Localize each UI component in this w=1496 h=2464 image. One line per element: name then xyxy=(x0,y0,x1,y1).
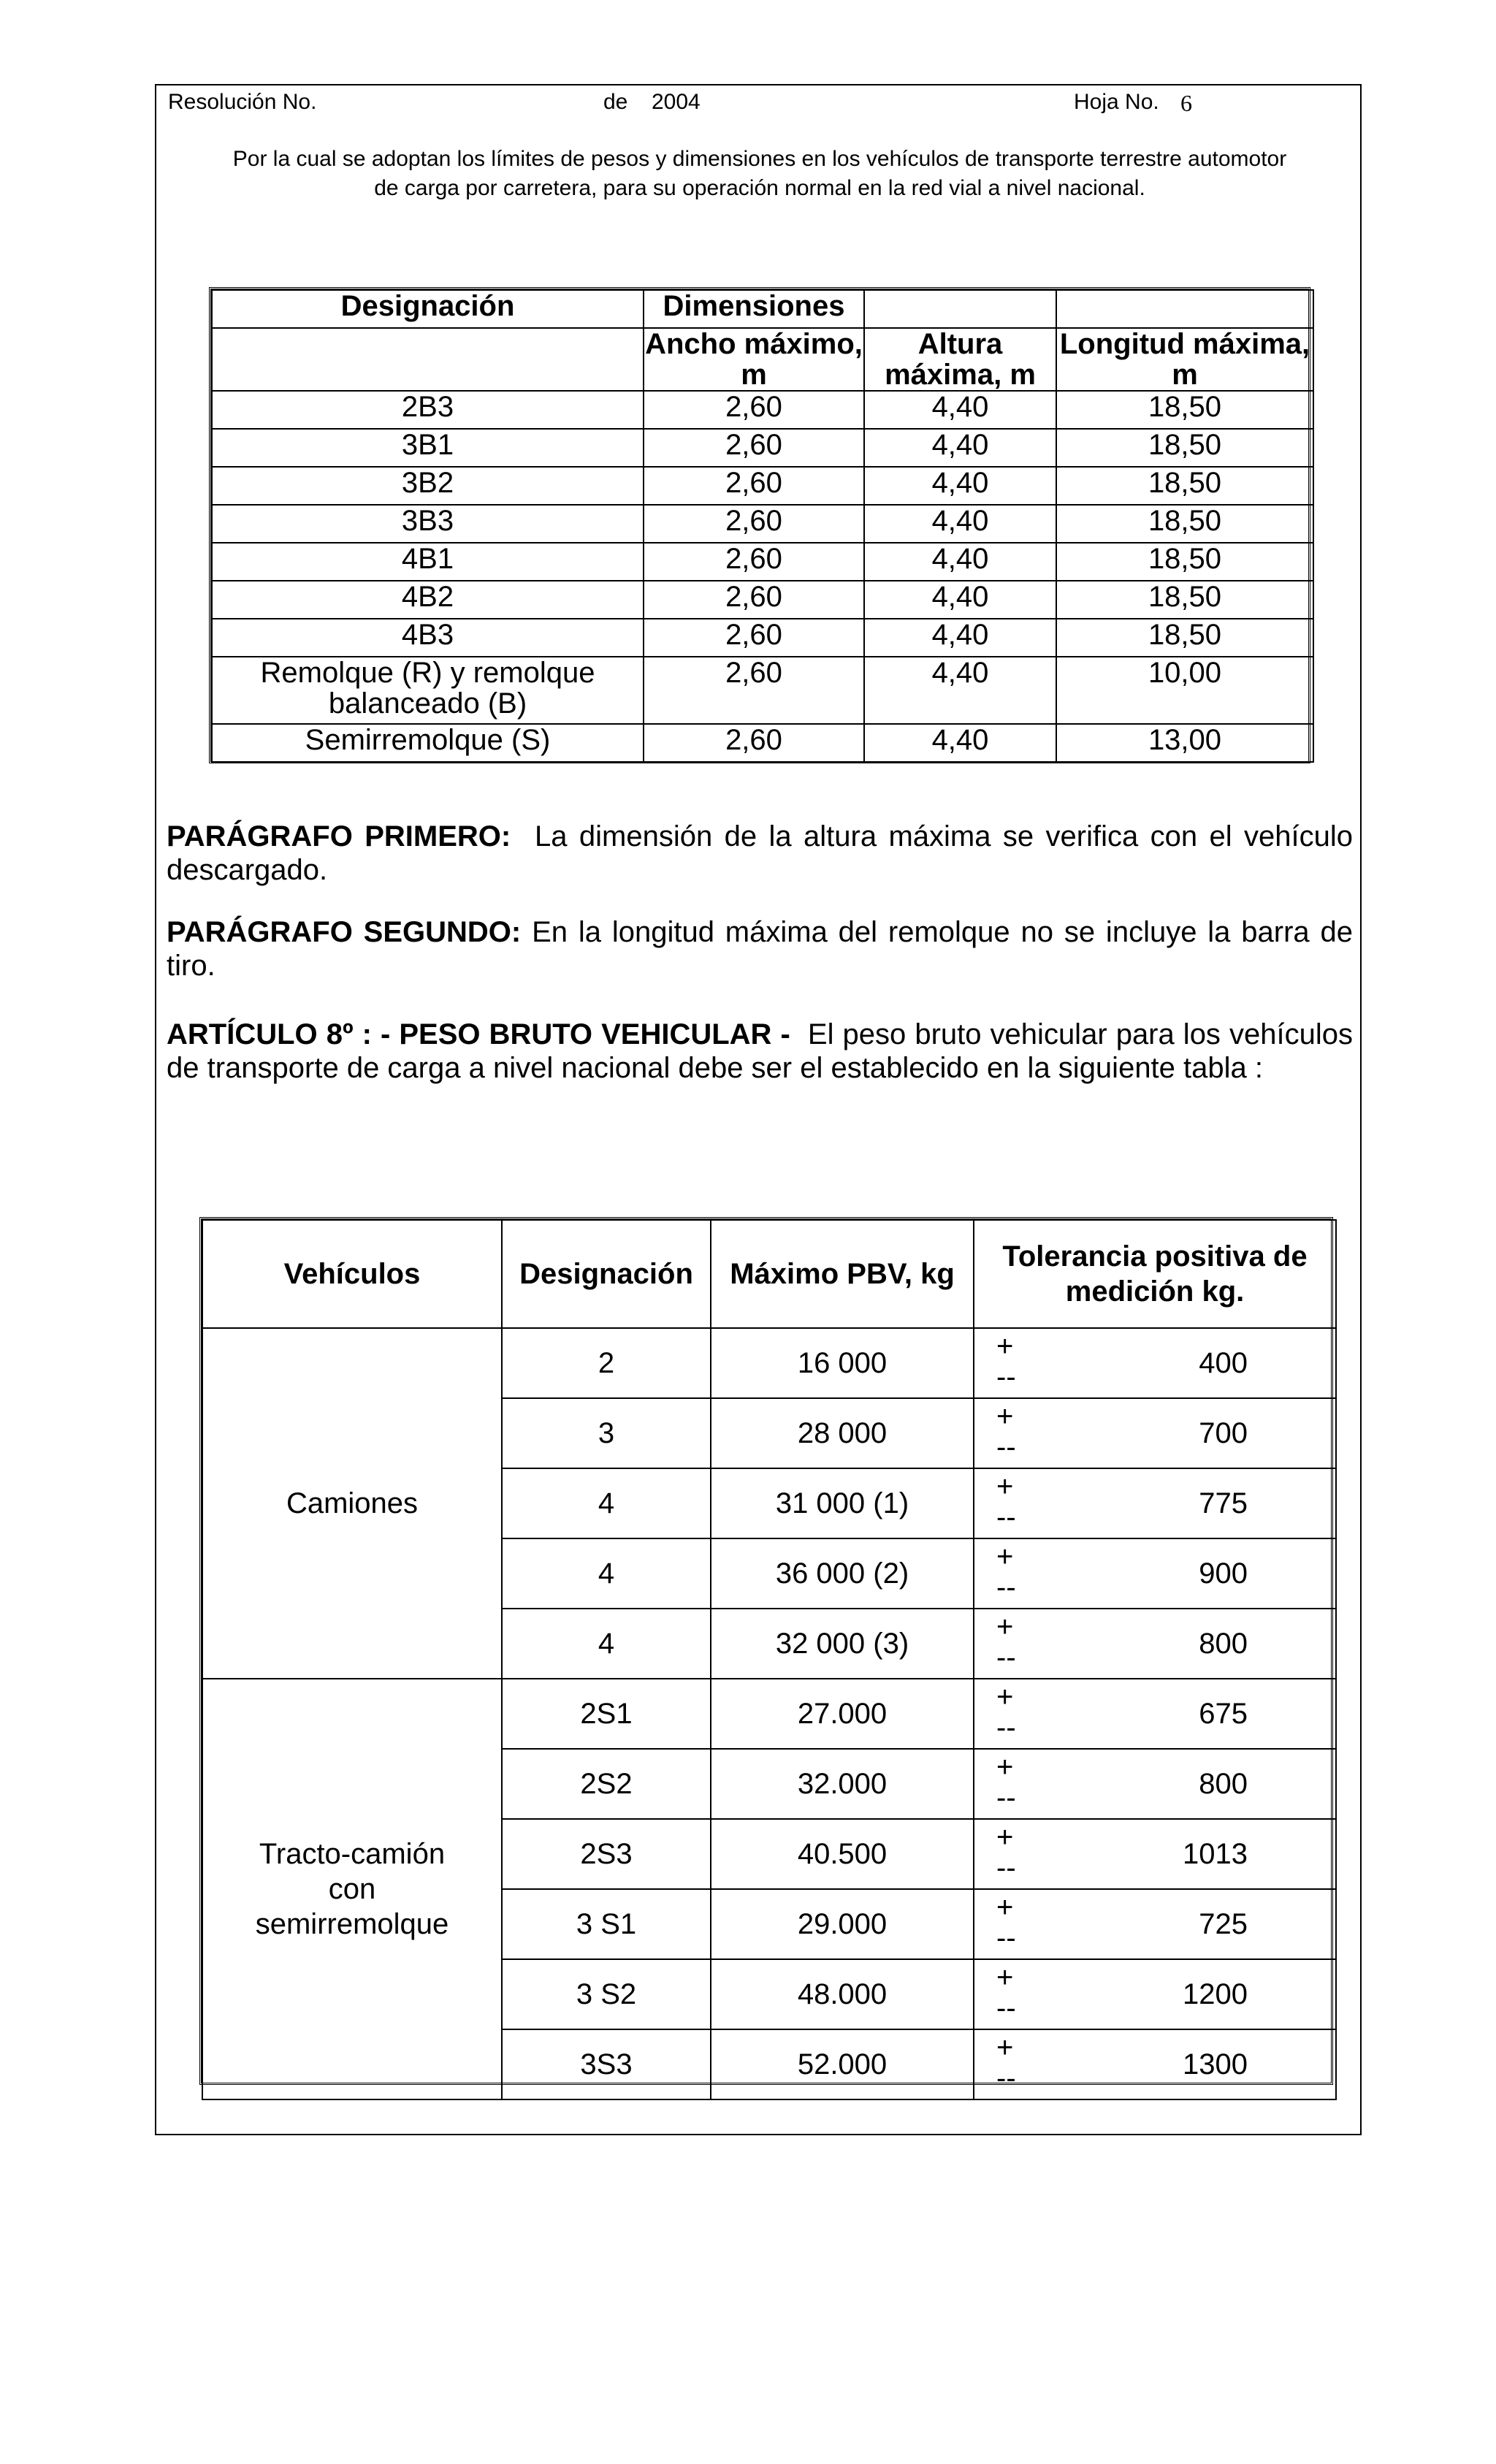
cell-altura: 4,40 xyxy=(864,619,1056,657)
header-tolerancia: Tolerancia positiva de medición kg. xyxy=(974,1220,1336,1328)
cell-designacion: 3B3 xyxy=(212,505,644,543)
minus-sign: -- xyxy=(996,1641,1016,1674)
cell-maximo: 32.000 xyxy=(711,1749,974,1819)
table-row xyxy=(212,467,1313,505)
cell-tolerancia xyxy=(974,1679,1336,1749)
header-maximo-pbv: Máximo PBV, kg xyxy=(711,1220,974,1328)
cell-designacion: 3B2 xyxy=(212,467,644,505)
plus-sign: + xyxy=(996,1541,1014,1573)
tolerance-box xyxy=(974,1750,1335,1818)
tolerance-box xyxy=(974,1890,1335,1958)
cell-altura: 4,40 xyxy=(864,724,1056,762)
cell-tolerancia xyxy=(974,1819,1336,1889)
cell-designacion: 3S3 xyxy=(502,2029,711,2099)
cell-designacion: 2S2 xyxy=(502,1749,711,1819)
tolerance-box xyxy=(974,2030,1335,2099)
articulo-8-title: ARTÍCULO 8º : - PESO BRUTO VEHICULAR - xyxy=(167,1018,790,1050)
cell-designacion: 4 xyxy=(502,1609,711,1679)
table-row xyxy=(212,391,1313,429)
tolerance-value: 800 xyxy=(1199,1768,1248,1800)
cell-designacion: Semirremolque (S) xyxy=(212,724,644,762)
plus-sign: + xyxy=(996,1821,1014,1853)
minus-sign: -- xyxy=(996,1922,1016,1954)
minus-sign: -- xyxy=(996,1852,1016,1884)
articulo-8-text: El peso bruto vehicular para los vehículos de transporte de carga a nivel nacional debe ser el establecido en la siguiente tabla : xyxy=(167,1018,1353,1084)
hoja-label: Hoja No. xyxy=(1074,90,1159,114)
table-row xyxy=(212,619,1313,657)
paragrafo-primero-text: La dimensión de la altura máxima se verifica con el vehículo descargado. xyxy=(167,820,1353,886)
cell-designacion: 4 xyxy=(502,1538,711,1609)
tolerance-value: 800 xyxy=(1199,1628,1248,1660)
cell-altura: 4,40 xyxy=(864,391,1056,429)
cell-longitud: 18,50 xyxy=(1056,581,1313,619)
cell-tolerancia xyxy=(974,2029,1336,2099)
cell-longitud: 18,50 xyxy=(1056,505,1313,543)
cell-tolerancia xyxy=(974,1959,1336,2029)
cell-ancho: 2,60 xyxy=(644,724,864,762)
cell-maximo: 31 000 (1) xyxy=(711,1468,974,1538)
minus-sign: -- xyxy=(996,1501,1016,1533)
minus-sign: -- xyxy=(996,1712,1016,1744)
cell-altura: 4,40 xyxy=(864,467,1056,505)
tolerance-value: 725 xyxy=(1199,1908,1248,1940)
tolerance-value: 1200 xyxy=(1183,1978,1248,2010)
header-ancho: Ancho máximo, m xyxy=(644,328,864,391)
plus-sign: + xyxy=(996,2032,1014,2064)
cell-maximo: 16 000 xyxy=(711,1328,974,1398)
header-altura: Altura máxima, m xyxy=(864,328,1056,391)
cell-designacion: 3 xyxy=(502,1398,711,1468)
table-row xyxy=(212,581,1313,619)
header-vehiculos: Vehículos xyxy=(202,1220,502,1328)
cell-ancho: 2,60 xyxy=(644,391,864,429)
paragrafo-segundo-text: En la longitud máxima del remolque no se incluye la barra de tiro. xyxy=(167,916,1353,982)
plus-sign: + xyxy=(996,1681,1014,1713)
table-row xyxy=(212,724,1313,762)
cell-maximo: 28 000 xyxy=(711,1398,974,1468)
year: 2004 xyxy=(652,90,701,114)
tolerance-box xyxy=(974,1820,1335,1888)
paragrafo-primero-title: PARÁGRAFO PRIMERO: xyxy=(167,820,511,853)
cell-designacion: 2B3 xyxy=(212,391,644,429)
plus-sign: + xyxy=(996,1471,1014,1503)
minus-sign: -- xyxy=(996,1361,1016,1393)
cell-maximo: 48.000 xyxy=(711,1959,974,2029)
cell-ancho: 2,60 xyxy=(644,543,864,581)
plus-sign: + xyxy=(996,1751,1014,1783)
subtitle-line-2: de carga por carretera, para su operación normal en la red vial a nivel nacional. xyxy=(374,176,1145,200)
tolerance-value: 675 xyxy=(1199,1698,1248,1730)
hoja-number: 6 xyxy=(1180,90,1192,116)
cell-designacion: 4B1 xyxy=(212,543,644,581)
paragrafo-segundo-title: PARÁGRAFO SEGUNDO: xyxy=(167,916,522,948)
tolerance-value: 775 xyxy=(1199,1487,1248,1519)
plus-sign: + xyxy=(996,1891,1014,1923)
cell-tolerancia xyxy=(974,1889,1336,1959)
cell-vehiculo: Camiones xyxy=(202,1328,502,1679)
tolerance-value: 900 xyxy=(1199,1557,1248,1590)
cell-designacion: 4 xyxy=(502,1468,711,1538)
table-row xyxy=(202,1679,1336,1749)
cell-maximo: 40.500 xyxy=(711,1819,974,1889)
cell-altura: 4,40 xyxy=(864,429,1056,467)
cell-longitud: 13,00 xyxy=(1056,724,1313,762)
tolerance-value: 700 xyxy=(1199,1417,1248,1449)
cell-ancho: 2,60 xyxy=(644,467,864,505)
cell-longitud: 10,00 xyxy=(1056,657,1313,724)
tolerance-box xyxy=(974,1329,1335,1397)
minus-sign: -- xyxy=(996,1571,1016,1603)
header-dimensiones: Dimensiones xyxy=(644,290,864,328)
tolerance-box xyxy=(974,1609,1335,1678)
cell-designacion: 2S3 xyxy=(502,1819,711,1889)
document-subtitle xyxy=(168,145,1351,203)
plus-sign: + xyxy=(996,1330,1014,1362)
cell-maximo: 52.000 xyxy=(711,2029,974,2099)
paragrafo-primero xyxy=(167,820,1353,887)
dimensions-table xyxy=(209,287,1310,763)
tolerance-value: 400 xyxy=(1199,1347,1248,1379)
cell-longitud: 18,50 xyxy=(1056,543,1313,581)
weight-table xyxy=(199,1217,1333,2094)
cell-tolerancia xyxy=(974,1749,1336,1819)
table-row xyxy=(212,543,1313,581)
cell-altura: 4,40 xyxy=(864,581,1056,619)
header-longitud: Longitud máxima, m xyxy=(1056,328,1313,391)
tolerance-value: 1300 xyxy=(1183,2048,1248,2080)
header-designacion: Designación xyxy=(212,290,644,328)
cell-designacion: 3B1 xyxy=(212,429,644,467)
cell-designacion: 2 xyxy=(502,1328,711,1398)
paragrafo-segundo xyxy=(167,915,1353,983)
cell-tolerancia xyxy=(974,1328,1336,1398)
cell-designacion: 4B3 xyxy=(212,619,644,657)
cell-designacion: 3 S1 xyxy=(502,1889,711,1959)
header-designacion-pbv: Designación xyxy=(502,1220,711,1328)
subtitle-line-1: Por la cual se adoptan los límites de pesos y dimensiones en los vehículos de transporte terrestre automotor xyxy=(232,147,1287,171)
tolerance-value: 1013 xyxy=(1183,1838,1248,1870)
table-row xyxy=(212,505,1313,543)
cell-maximo: 36 000 (2) xyxy=(711,1538,974,1609)
cell-longitud: 18,50 xyxy=(1056,619,1313,657)
cell-designacion: 4B2 xyxy=(212,581,644,619)
cell-longitud: 18,50 xyxy=(1056,467,1313,505)
minus-sign: -- xyxy=(996,1431,1016,1463)
cell-designacion: Remolque (R) y remolque balanceado (B) xyxy=(212,657,644,724)
cell-longitud: 18,50 xyxy=(1056,429,1313,467)
de-label: de xyxy=(603,90,628,114)
cell-ancho: 2,60 xyxy=(644,619,864,657)
cell-altura: 4,40 xyxy=(864,657,1056,724)
cell-tolerancia xyxy=(974,1609,1336,1679)
cell-maximo: 27.000 xyxy=(711,1679,974,1749)
minus-sign: -- xyxy=(996,1992,1016,2024)
plus-sign: + xyxy=(996,1611,1014,1643)
minus-sign: -- xyxy=(996,1782,1016,1814)
cell-altura: 4,40 xyxy=(864,505,1056,543)
cell-tolerancia xyxy=(974,1468,1336,1538)
cell-designacion: 2S1 xyxy=(502,1679,711,1749)
cell-vehiculo: Tracto-camión con semirremolque xyxy=(202,1679,502,2099)
table-row xyxy=(212,429,1313,467)
plus-sign: + xyxy=(996,1400,1014,1433)
cell-tolerancia xyxy=(974,1398,1336,1468)
cell-ancho: 2,60 xyxy=(644,581,864,619)
cell-longitud: 18,50 xyxy=(1056,391,1313,429)
tolerance-box xyxy=(974,1679,1335,1748)
tolerance-box xyxy=(974,1469,1335,1538)
cell-ancho: 2,60 xyxy=(644,505,864,543)
minus-sign: -- xyxy=(996,2062,1016,2094)
plus-sign: + xyxy=(996,1961,1014,1994)
table-row xyxy=(202,1328,1336,1398)
tolerance-box xyxy=(974,1539,1335,1608)
cell-ancho: 2,60 xyxy=(644,429,864,467)
cell-tolerancia xyxy=(974,1538,1336,1609)
cell-maximo: 32 000 (3) xyxy=(711,1609,974,1679)
table-row xyxy=(212,657,1313,724)
cell-maximo: 29.000 xyxy=(711,1889,974,1959)
tolerance-box xyxy=(974,1960,1335,2029)
resolucion-label: Resolución No. xyxy=(168,90,317,114)
articulo-8 xyxy=(167,1018,1353,1085)
cell-ancho: 2,60 xyxy=(644,657,864,724)
cell-designacion: 3 S2 xyxy=(502,1959,711,2029)
tolerance-box xyxy=(974,1399,1335,1468)
cell-altura: 4,40 xyxy=(864,543,1056,581)
